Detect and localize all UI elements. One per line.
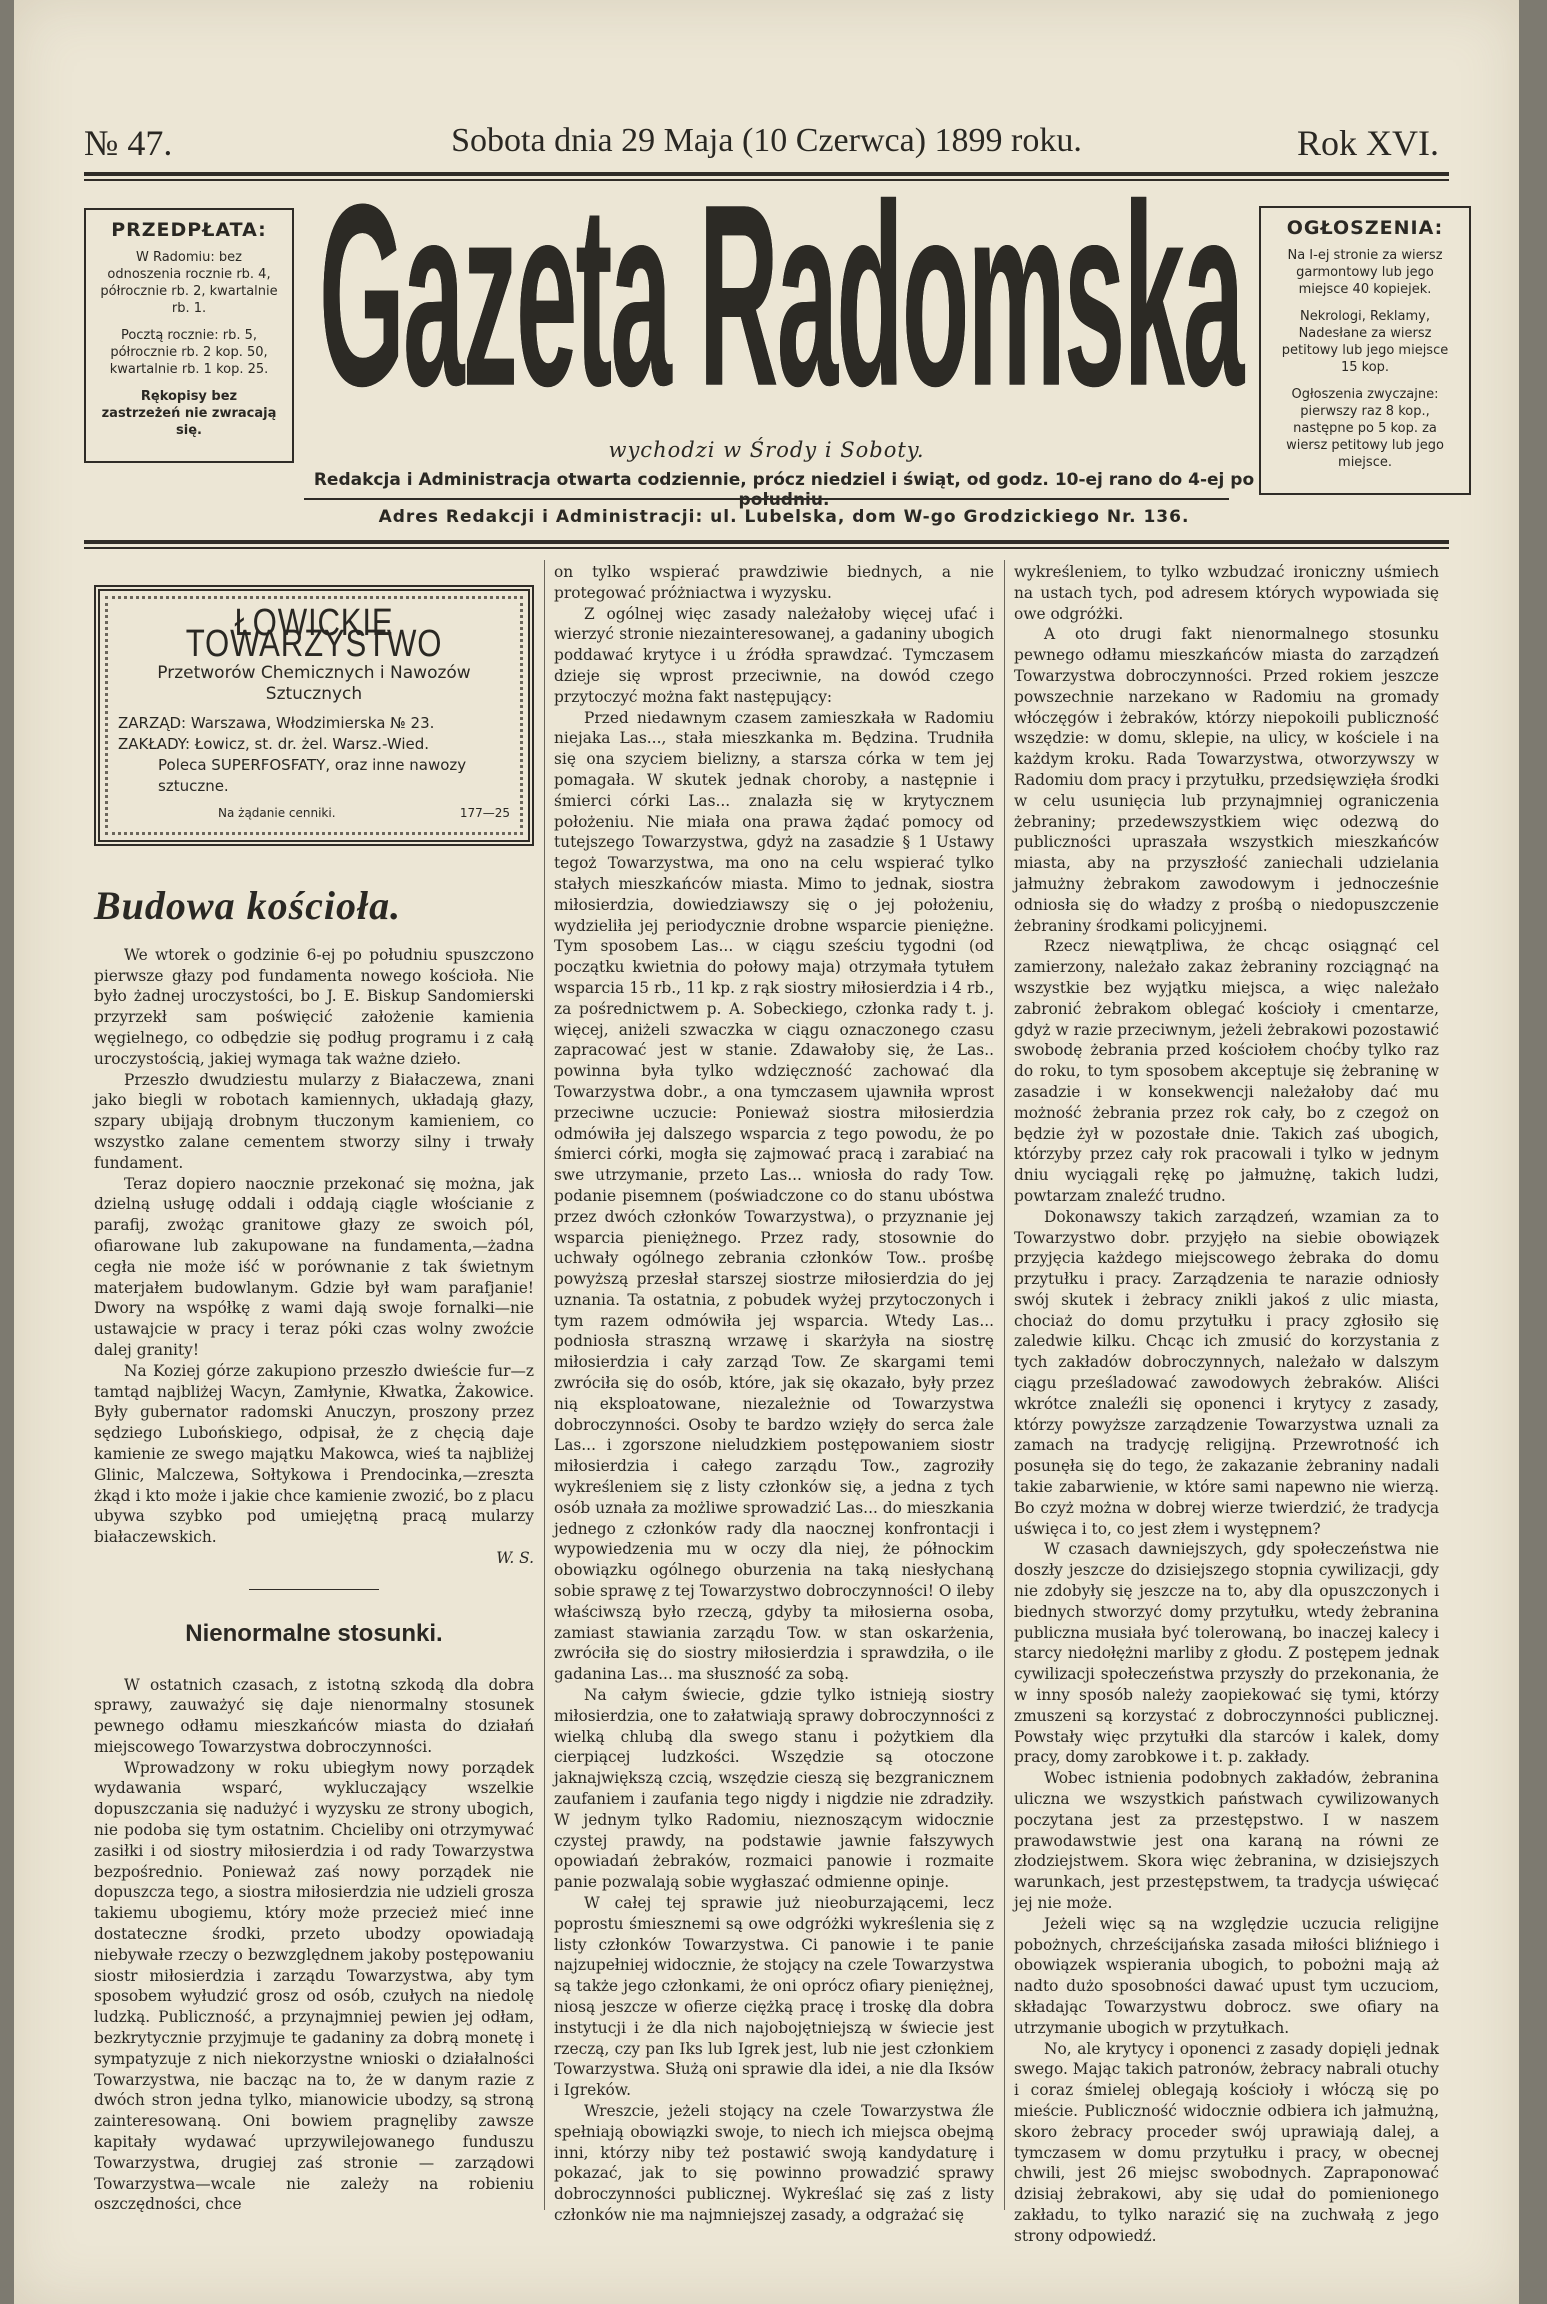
- budowa-paragraph: Teraz dopiero naocznie przekonać się można, jak dzielną usługę oddali i oddają ciągle włościanie z parafij, zwożąc granitowe głazy ze swoich pól, ofiarowane lub zakupowane na fundamenta,—żadna cegła nie może iść w porównanie z tak świetnym materjałem budowlanym. Gdzie był wam parafjanie! Dwory na współkę z wami dają swoje fornalki—nie ustawajcie w pracy i teraz póki czas wolny zwoźcie dalej granity!: [94, 1174, 534, 1359]
- article-divider: [249, 1589, 379, 1590]
- przedplata-rekopisy: Rękopisy bez zastrzeżeń nie zwracają się.: [101, 389, 277, 438]
- ogloszenia-p2: Nekrologi, Reklamy, Nadesłane za wiersz petitowy lub jego miejsce 15 kop.: [1281, 309, 1449, 375]
- masthead-title: [296, 150, 1266, 440]
- column-divider-1: [544, 560, 545, 2210]
- ad-subtitle: Przetworów Chemicznych i Nawozów Sztucznych: [157, 663, 471, 704]
- budowa-signature: W. S.: [496, 1548, 534, 1567]
- budowa-paragraph: Przeszło dwudziestu mularzy z Białaczewa, znani jako biegli w robotach kamiennych, układają głazy, szpary ubijają drobnym tłuczonym kamieniem, co wszystko zalane cementem stworzy silny i trwały fundament.: [94, 1070, 534, 1172]
- column-divider-2: [1004, 560, 1005, 2210]
- col3-paragraph: Jeżeli więc są na względzie uczucia religijne pobożnych, chrześcijańska zasada miłości bliźniego i obowiązek wspierania ubogich, to pobożni mają aż nadto dużo sposobności dawać upust tym uczuciom, składając Towarzystwu dobrocz. swe ofiary na utrzymanie ubogich w przytułkach.: [1014, 1914, 1439, 2037]
- ad-zarzad: ZARZĄD: Warszawa, Włodzimierska № 23.: [118, 714, 435, 732]
- col3-paragraph: wykreśleniem, to tylko wzbudzać ironiczny uśmiech na ustach tych, pod adresem których wypowiada się owe odgróżki.: [1014, 563, 1439, 623]
- budowa-paragraph: Na Koziej górze zakupiono przeszło dwieście fur—z tamtąd najbliżej Wacyn, Zamłynie, Kłwatka, Żakowice. Były gubernator radomski Anuczyn, proszony przez sędziego Lubońskiego, odpisał, że z chęcią daje kamienie ze swego majątku Makowca, wieś ta najbliżej Glinic, Malczewa, Sołtykowa i Prendocinka,—zreszta żkąd i kto może i jakie chce kamienie zwozić, bo z placu ubywa szybko pod umiejętną pracą mularzy białaczewskich.: [94, 1361, 534, 1547]
- col3-paragraph: No, ale krytycy i oponenci z zasady dopięli jednak swego. Mając takich patronów, żebracy nabrali otuchy i coraz śmielej oblegają kościoły i włóczą się po mieście. Publiczność widocznie odbiera ich jałmużną, skoro żebracy proceder swój uprawiają dalej, a tymczasem w domu przytułku i pracy, w obecnej chwili, jest 26 miejsc swobodnych. Zapraponować dzisiaj żebrakowi, aby się udał do pomienionego zakładu, to tylko narazić się na zuchwałą z jego strony odpowiedź.: [1014, 2039, 1439, 2245]
- col2-paragraph: on tylko wspierać prawdziwie biednych, a nie protegować próżniactwa i wyzysku.: [554, 563, 994, 602]
- issue-date: Sobota dnia 29 Maja (10 Czerwca) 1899 roku.: [451, 122, 1082, 159]
- lowickie-ad: [94, 585, 534, 846]
- col2-paragraph: Na całym świecie, gdzie tylko istnieją siostry miłosierdzia, one to załatwiają sprawy dobroczynności z wielką chlubą dla swego stanu i pożytkiem dla cierpiącej ludzkości. Wszędzie są otoczone jaknajwiększą czcią, wszędzie cieszą się bezgranicznem zaufaniem i zaufania tego nigdy i nigdzie nie zdradziły. W jednym tylko Radomiu, nieznoszącym widocznie czystej prawdy, na podstawie jawnie fałszywych opowiadań żebraków, rozmaici panowie i rozmaite panie pozwalają sobie wygłaszać odmienne opinje.: [554, 1686, 994, 1892]
- adres-line: Adres Redakcji i Administracji: ul. Lubelska, dom W-go Grodzickiego Nr. 136.: [378, 507, 1190, 527]
- redakcja-line: Redakcja i Administracja otwarta codziennie, prócz niedziel i świąt, od godz. 10-ej rano do 4-ej po południu.: [313, 470, 1255, 510]
- przedplata-poczta: Pocztą rocznie: rb. 5, półrocznie rb. 2 kop. 50, kwartalnie rb. 1 kop. 25.: [109, 328, 269, 377]
- ad-zaklady: ZAKŁADY: Łowicz, st. dr. żel. Warsz.-Wied.: [118, 735, 430, 753]
- ogloszenia-p1: Na I-ej stronie za wiersz garmontowy lub jego miejsce 40 kopiejek.: [1287, 248, 1443, 297]
- body-top-rule: [84, 540, 1449, 544]
- issue-number: № 47.: [84, 123, 173, 163]
- nienormalne-paragraph: Wprowadzony w roku ubiegłym nowy porządek wydawania wsparć, wykluczający wszelkie dopuszczania się nadużyć i wyzysku ze strony ubogich, nie podoba się tym ostatnim. Chcieliby oni otrzymywać zasiłki i od siostry miłosierdzia i od rady Towarzystwa bezpośrednio. Ponieważ zaś nowy porządek nie dopuszcza tego, a siostra miłosierdzia nie udzieli grosza takiemu ubogiemu, który może przecież mieć inne dostateczne środki, przeto ubodzy opowiadają niebywałe rzeczy o bezwzględnem jakoby postępowaniu siostr miłosierdzia i zarządu Towarzystwa, aby tym sposobem wyłudzić grosz od osób, czułych na niedolę ludzką. Publiczność, a przynajmniej pewien jej odłam, bezkrytycznie przyjmuje te gadaniny za dobrą monetę i sympatyzuje z nich niekorzystne wnioski o działalności Towarzystwa, nie bacząc na to, że w danym razie z dwóch stron jedna tylko, mianowicie ubodzy, są stroną zainteresowaną. Oni bowiem pragnęliby zawsze kapitały wydawać uprzywilejowanego funduszu Towarzystwa, drugiej zaś stronie — zarządowi Towarzystwa—wcale nie zależy na robieniu oszczędności, chce: [94, 1758, 534, 2214]
- column-3: [1014, 562, 1439, 2247]
- col2-paragraph: Przed niedawnym czasem zamieszkała w Radomiu niejaka Las..., stała mieszkanka m. Będzina. Trudniła się ona szyciem bielizny, a starsza córka w tem jej pomagała. W skutek jednak choroby, a następnie i śmierci córki Las... znalazła się w krytycznem położeniu. Nie miała ona prawa żądać pomocy od tutejszego Towarzystwa, gdyż na zasadzie § 1 Ustawy tegoż Towarzystwa, ma ono na celu wspierać tylko stałych mieszkańców miasta. Mimo to jednak, siostra miłosierdzia, dowiedziawszy się o jej położeniu, wydzieliła jej periodycznie drobne wsparcie pieniężne. Tym sposobem Las... w ciągu sześciu tygodni (od początku kwietnia do połowy maja) otrzymała tytułem wsparcia 15 rb., 11 kp. z rąk siostry miłosierdzia i 4 rb., za pośrednictwem p. A. Sobeckiego, członka rady t. j. więcej, aniżeli szwaczka w ciągu oznaczonego czasu zapracować jest w stanie. Zdawałoby się, że Las.. powinna była tylko wdzięczność zachować dla Towarzystwa dobr., a ona tymczasem ujawniła wprost przeciwne uczucie: Ponieważ siostra miłosierdzia odmówiła jej dalszego wsparcia z tego powodu, że po śmierci córki, mogła się zajmować pracą i zarabiać na swe utrzymanie, przeto Las... wniosła do rady Tow. podanie pisemnem (poświadczone co do stanu ubóstwa przez dwóch członków Towarzystwa), o przyznanie jej wsparcia pieniężnego. Przez rady, stosownie do uchwały ogólnego zebrania członków Tow.. prośbę powyższą przesłał starszej siostrze miłosierdzia do jej uznania. Ta ostatnia, z pobudek wyżej przytoczonych i tym razem odmówiła jej wsparcia. Wtedy Las... podniosła straszną wrzawę i skarżyła na siostrę miłosierdzia i cały zarząd Tow. Ze skargami temi zwróciła się do osób, które, jak się okazało, były przez nią eksploatowane, niezależnie od Towarzystwa dobroczynności. Osoby te bardzo wzięły do serca żale Las... i zgorszone nieludzkiem postępowaniem siostr miłosierdzia i całego zarządu Tow., zagroziły wykreśleniem się z listy członków się, a jedna z tych osób uznała za możliwe sprowadzić Las... do mieszkania jednego z członków rady dla naocznej konfrontacji i wypowiedzenia mu w oczy dla niej, że północkim obowiązku ogólnego oburzenia na taką niesłychaną sobie sprawę z tej Towarzystwo dobroczynności! O ileby właściwszą było rzeczą, gdyby ta miłosierna osoba, zamiast stawiania zarządu Tow. w stan oskarżenia, zwróciła się do siostry miłosierdzia i sprawdziła, o ile gadanina Las... ma słuszność za sobą.: [554, 708, 994, 1684]
- redakcja-rule: [304, 498, 1229, 500]
- nienormalne-paragraph: W ostatnich czasach, z istotną szkodą dla dobra sprawy, zauważyć się daje nienormalny stosunek pewnego odłamu mieszkańców miasta do działań miejscowego Towarzystwa dobroczynności.: [94, 1675, 534, 1756]
- col2-paragraph: Z ogólnej więc zasady należałoby więcej ufać i wierzyć stronie niezainteresowanej, a gadaniny ubogich poddawać krytyce i u źródła sprawdzać. Tymczasem dzieje się wprost przeciwnie, na dowód czego przytoczyć można fakt następujący:: [554, 604, 994, 706]
- issue-year: Rok XVI.: [1297, 123, 1439, 163]
- budowa-paragraph: We wtorek o godzinie 6-ej po południu spuszczono pierwsze głazy pod fundamenta nowego kościoła. Nie było żadnej uroczystości, bo J. E. Biskup Sandomierski przyrzekł sam poświęcić założenie kamienia węgielnego, co odbędzie się podług programu i z całą uroczystością, jakiej wymaga tak ważne dzieło.: [94, 945, 534, 1068]
- col3-paragraph: A oto drugi fakt nienormalnego stosunku pewnego odłamu mieszkańców miasta do zarządzeń Towarzystwa dobroczynności. Przed rokiem jeszcze powszechnie narzekano w Radomiu na gromady włóczęgów i żebraków, którzy niepokoili publiczność wszędzie: w domu, sklepie, na ulicy, w kościele i na każdym kroku. Rada Towarzystwa, otworzywszy w Radomiu dom pracy i przytułku, przedsięwzięła środki w celu usunięcia lub przynajmniej ograniczenia żebraniny; przedewszystkiem więc odezwą do publiczności upraszała wszystkich mieszkańców miasta, aby na przyszłość zaniechali udzielania jałmużny żebrakom zawodowym i jednocześnie odniosła się do władzy z prośbą o niedopuszczenie żebraniny środkami policyjnemi.: [1014, 625, 1439, 935]
- col2-paragraph: Wreszcie, jeżeli stojący na czele Towarzystwa źle spełniają obowiązki swoje, to niech ich miejsca obejmą inni, którzy niby też postawić swoją kandydaturę i pokazać, jak to się powinno prowadzić sprawy dobroczynności publicznej. Wykreślać się zaś z listy członków nie ma najmniejszej zasady, a odgrażać się: [554, 2101, 994, 2224]
- ogloszenia-title: OGŁOSZENIA:: [1286, 217, 1444, 239]
- ad-cennik: Na żądanie cenniki.: [218, 806, 336, 820]
- newspaper-page: [14, 0, 1519, 2304]
- column-2: [554, 562, 994, 2226]
- column-1: [94, 565, 534, 2215]
- ogloszenia-box: [1259, 206, 1471, 495]
- body-top-rule-thin: [84, 547, 1449, 549]
- nienormalne-title: Nienormalne stosunki.: [185, 1619, 443, 1647]
- col3-paragraph: Dokonawszy takich zarządzeń, wzamian za to Towarzystwo dobr. przyjęło na siebie obowiązek przyjęcia każdego miejscowego żebraka do domu przytułku i pracy. Zarządzenia te narazie odniosły swój skutek i żebracy znikli jakoś z ulic miasta, chociaż do domu przytułku i pracy zgłosiło się zaledwie kilku. Chcąc ich zmusić do korzystania z tych zakładów dobroczynnych, należało w dalszym ciągu prześladować zawodowych żebraków. Aliści wkrótce znaleźli się oponenci i krytycy z zasady, którzy powyższe zarządzenie Towarzystwa uznali za zamach na tradycję religijną. Przewrotność ich posunęła się do tego, że zakazanie żebraniny nadali takie zabarwienie, w które sami napewno nie wierzą. Bo czyż można w dobrej wierze twierdzić, że tradycja uświęca i to, co jest złem i występnem?: [1014, 1207, 1439, 1538]
- przedplata-title: PRZEDPŁATA:: [111, 219, 267, 241]
- ogloszenia-p3: Ogłoszenia zwyczajne: pierwszy raz 8 kop., następne po 5 kop. za wiersz petitowy lub jego miejsce.: [1286, 387, 1444, 470]
- col3-paragraph: W czasach dawniejszych, gdy społeczeństwa nie doszły jeszcze do dzisiejszego stopnia cywilizacji, gdy nie zdobyły się jeszcze na to, aby dla opuszczonych i biednych stworzyć domy przytułku, wtedy żebranina publiczna musiała być tolerowaną, bo inaczej kalecy i starcy niedołężni marliby z głodu. Z postępem jednak cywilizacji społeczeństwa przyszły do przekonania, że w inny sposób należy zaopiekować się tymi, którzy zmuszeni są korzystać z dobroczynności publicznej. Powstały więc przytułki dla starców i kalek, domy pracy, domy zarobkowe i t. p. zakłady.: [1014, 1540, 1439, 1767]
- col3-paragraph: Wobec istnienia podobnych zakładów, żebranina uliczna we wszystkich państwach cywilizowanych poczytana jest za przestępstwo. I w naszem prawodawstwie jest ona karaną na równi ze złodziejstwem. Skora więc żebranina, w dzisiejszych warunkach, jest przestępstwem, ta tradycja uświęcać jej nie może.: [1014, 1769, 1439, 1912]
- masthead-title-text: Gazeta Radomska: [319, 150, 1243, 440]
- col3-paragraph: Rzecz niewątpliwa, że chcąc osiągnąć cel zamierzony, należało zakaz żebraniny rozciągnąć na wszystkie bez wyjątku miejsca, a więc należało zabronić żebrakom oblegać kościoły i cmentarze, gdyż w razie przeciwnym, jeżeli żebrakowi pozostawić swobodę żebrania przed kościołem choćby tylko raz do roku, to tym sposobem akceptuje się żebraninę w zasadzie i w konsekwencji należałoby dać mu możność żebrania przez rok cały, bo z czegoż on będzie żył w pozostałe dnie. Takich zaś ubogich, którzyby przez cały rok pracowali i tylko w jednym dniu wyciągali rękę po jałmużnę, takich ludzi, powtarzam znaleźć trudno.: [1014, 937, 1439, 1205]
- ad-code: 177—25: [459, 806, 510, 820]
- ad-cennik-row: [118, 803, 510, 824]
- masthead-tagline: wychodzi w Środy i Soboty.: [608, 438, 925, 462]
- ad-company-name: ŁOWICKIE TOWARZYSTWO: [185, 602, 443, 665]
- budowa-title: Budowa kościoła.: [94, 883, 402, 928]
- ad-poleca: Poleca SUPERFOSFATY, oraz inne nawozy sztuczne.: [158, 756, 467, 795]
- przedplata-radom: W Radomiu: bez odnoszenia rocznie rb. 4, półrocznie rb. 2, kwartalnie rb. 1.: [100, 250, 278, 316]
- col2-paragraph: W całej tej sprawie już nieoburzającemi, lecz poprostu śmiesznemi są owe odgróżki wykreślenia się z listy członków Towarzystwa. Ci panowie i te panie najzupełniej widocznie, że stojący na czele Towarzystwa są także jego członkami, że oni oprócz ofiary pieniężnej, niosą jeszcze w ofierze ciężką pracę i troskę dla dobra instytucji i że dla nich najobojętniejszą w świecie jest rzeczą, czy pan Iks lub Igrek jest, lub nie jest członkiem Towarzystwa. Służą oni sprawie dla idei, a nie dla Iksów i Igreków.: [554, 1894, 994, 2100]
- przedplata-box: [84, 208, 294, 463]
